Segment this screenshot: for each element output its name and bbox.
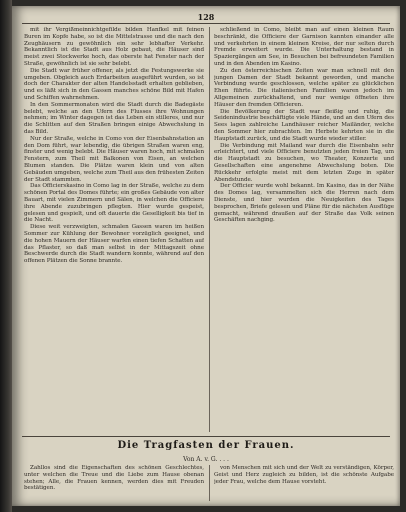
right-paragraph-3: Die Bevölkerung der Stadt war fleißig und ruhig, die Seidenindustrie beschäftigte viele Hände, und an den Ufern des Sees lagen zahlreiche Landhäuser reicher Mailänder, welche den Sommer hier zubrachten. Im Herbste kehrten sie in die Hauptstadt zurück, und die Stadt wurde wieder stiller. — [214, 108, 394, 142]
left-paragraph-3: In den Sommermonaten wird die Stadt durch die Badegäste belebt, welche an den Ufern des Flusses ihre Wohnungen nehmen; im Winter dagegen ist das Leben ein stilleres, und nur die Schlitten auf den Straßen bringen einige Abwechslung in das Bild. — [24, 101, 204, 135]
book-page — [12, 6, 400, 506]
right-paragraph-1: schließend in Como, bleibt man auf einen kleinen Raum beschränkt, die Officiere der Garnison kannten einander alle und verkehrten in einem kleinen Kreise, der nur selten durch Fremde erweitert wurde. Die Unterhaltung bestand in Spaziergängen am See, in Besuchen bei befreundeten Familien und in den Abenden im Kasino. — [214, 27, 394, 67]
section-right-paragraph: von Menschen mit sich und der Welt zu verständigen, Körper, Geist und Herz zugleich zu bilden, ist die schönste Aufgabe jeder Frau, welche dem Hause vorsteht. — [214, 465, 394, 485]
section-column-divider — [209, 465, 210, 501]
section-text-columns — [24, 465, 394, 501]
left-paragraph-4: Nur der Straße, welche in Como von der Eisenbahnstation an den Dom führt, war lebendig, die übrigen Straßen waren eng, finster und wenig belebt. Die Häuser waren hoch, mit schmalen Fenstern, zum Theil mit Balkonen von Eisen, an welchen Blumen standen. Die Plätze waren klein und von alten Gebäuden umgeben, welche zum Theil aus den frühesten Zeiten der Stadt stammten. — [24, 135, 204, 183]
book-binding — [0, 0, 12, 512]
page-number: 128 — [197, 12, 215, 22]
section-left-column — [24, 465, 204, 501]
main-text-columns — [24, 27, 394, 432]
right-paragraph-5: Der Officier wurde wohl bekannt. Im Kasino, das in der Nähe des Domes lag, versammelten sich die Herren nach dem Dienste, und hier wurden die Neuigkeiten des Tages besprochen, Briefe gelesen und Pläne für die nächsten Ausflüge gemacht, während draußen auf der Straße das Volk seinen Geschäften nachging. — [214, 183, 394, 224]
left-paragraph-1: mit ihr Vergißmeinnichtgefilde bilden Hanfkel mit feinen Buren im Kopfe habe, so ist die Mittelstrasse und die nach den Zeughäusern zu gewöhnlich ein sehr lebhafter Verkehr. Bekanntlich ist die Stadt aus Holz gebaut, die Häuser sind meist zwei Stockwerke hoch, das oberste hat Fenster nach der Straße, gewöhnlich ist sie sehr belebt. — [24, 27, 204, 67]
right-paragraph-4: Die Verbindung mit Mailand war durch die Eisenbahn sehr erleichtert, und viele Officiere benutzten jeden freien Tag, um die Hauptstadt zu besuchen, wo Theater, Konzerte und Gesellschaften eine angenehme Abwechslung boten. Die Rückkehr erfolgte meist mit dem letzten Zuge in später Abendstunde. — [214, 142, 394, 183]
header-rule — [22, 23, 390, 24]
right-column — [214, 27, 394, 432]
section-title: Die Tragfasten der Frauen. — [117, 440, 295, 451]
column-divider — [209, 27, 210, 432]
left-column — [24, 27, 204, 432]
section-left-paragraph: Zahllos sind die Eigenschaften des schönen Geschlechtes, unter welchen die Treue und die Liebe zum Hause obenan stehen; Alle, die Frauen kennen, werden dies mit Freuden bestätigen. — [24, 465, 204, 492]
section-byline: Von A. v. G. . . . — [183, 456, 229, 463]
left-paragraph-2: Die Stadt war früher offener, als jetzt die Festungswerke sie umgeben. Obgleich auch Erdarbeiten ausgeführt wurden, so ist doch der Charakter der alten Handelsstadt erhalten geblieben, und es läßt sich in den Gassen manches schöne Bild mit Hafen und Schiffen wahrnehmen. — [24, 67, 204, 101]
left-paragraph-5: Das Officierskasino in Como lag in der Straße, welche zu dem schönen Portal des Domes führte; ein großes Gebäude von alter Bauart, mit vielen Zimmern und Sälen, in welchen die Officiere ihre Abende zuzubringen pflegten. Hier wurde gespeist, gelesen und gespielt, und oft dauerte die Geselligkeit bis tief in die Nacht. — [24, 183, 204, 224]
section-right-column — [214, 465, 394, 501]
right-paragraph-2: Zu den österreichischen Zeiten war man schnell mit den jungen Damen der Stadt bekannt geworden, und manche Verbindung wurde geschlossen, welche später zu glücklichen Ehen führte. Die italienischen Familien waren jedoch im Allgemeinen zurückhaltend, und nur wenige öffneten ihre Häuser den fremden Officieren. — [214, 67, 394, 108]
section-rule — [22, 436, 390, 437]
left-paragraph-6: Diese weit verzweigten, schmalen Gassen waren im heißen Sommer zur Kühlung der Bewohner vorzüglich geeignet, und die hohen Mauern der Häuser warfen einen tiefen Schatten auf das Pflaster, so daß man selbst in der Mittagszeit ohne Beschwerde durch die Stadt wandern konnte, während auf den offenen Plätzen die Sonne brannte. — [24, 224, 204, 265]
